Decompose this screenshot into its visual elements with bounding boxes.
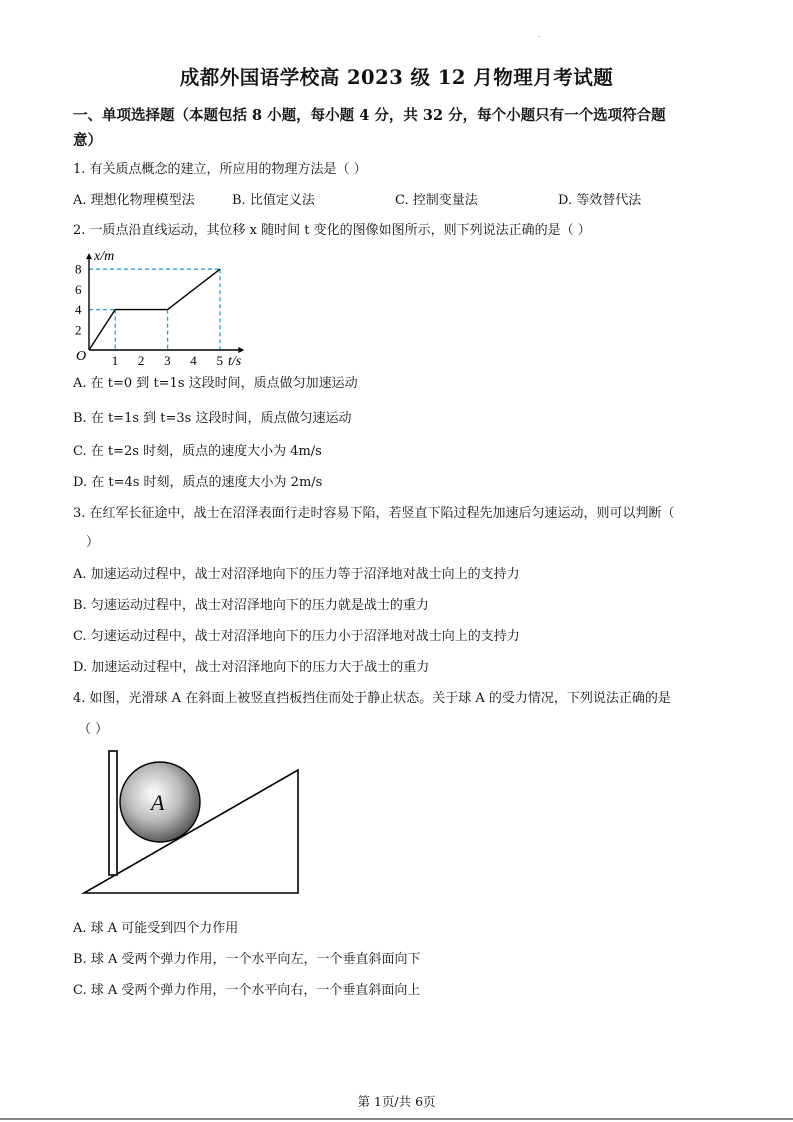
ball-a-label: A (151, 790, 165, 815)
series-line-0 (89, 269, 220, 350)
incline-ball-diagram (78, 748, 308, 898)
q1-option-b: B. 比值定义法 (232, 193, 315, 208)
page-footer: 第 1页/共 6页 (357, 1094, 436, 1109)
section-heading-line1: 一、单项选择题（本题包括 8 小题，每小题 4 分，共 32 分，每个小题只有一个选项符合题 (73, 107, 666, 124)
y-axis-label: x/m (94, 249, 115, 264)
question-4-stem-line2: （ ） (78, 722, 109, 737)
q3-option-d: D. 加速运动过程中，战士对沼泽地向下的压力大于战士的重力 (73, 660, 430, 675)
q4-option-b: B. 球 A 受两个弹力作用，一个水平向左，一个垂直斜面向下 (73, 952, 421, 967)
vertical-board (109, 751, 117, 875)
xt-graph (70, 242, 260, 368)
graph-axes (86, 253, 244, 353)
q2-option-c: C. 在 t=2s 时刻，质点的速度大小为 4m/s (73, 444, 322, 459)
q4-option-a: A. 球 A 可能受到四个力作用 (73, 921, 239, 936)
x-tick-label-2: 2 (137, 353, 145, 368)
section-heading-line2: 意） (73, 132, 102, 149)
bottom-border (0, 1118, 793, 1120)
graph-series (89, 269, 220, 350)
y-tick-label-6: 6 (75, 281, 82, 297)
x-tick-label-3: 3 (164, 353, 171, 368)
page-title: 成都外国语学校高 2023 级 12 月物理月考试题 (179, 66, 614, 89)
q2-option-b: B. 在 t=1s 到 t=3s 这段时间，质点做匀速运动 (73, 411, 352, 426)
origin-label: O (76, 349, 87, 364)
question-2-stem: 2. 一质点沿直线运动，其位移 x 随时间 t 变化的图像如图所示，则下列说法正确的是（ ） (73, 223, 591, 238)
question-1-stem: 1. 有关质点概念的建立，所应用的物理方法是（ ） (73, 162, 367, 177)
x-tick-label-1: 1 (111, 353, 119, 368)
x-axis-arrow (238, 347, 244, 353)
question-3-stem-line2: ） (86, 535, 100, 550)
x-tick-label-4: 4 (190, 353, 197, 368)
y-tick-label-2: 2 (75, 322, 82, 338)
q4-option-c: C. 球 A 受两个弹力作用，一个水平向右，一个垂直斜面向上 (73, 983, 421, 998)
y-tick-label-8: 8 (75, 261, 82, 277)
question-3-stem-line1: 3. 在红军长征途中，战士在沼泽表面行走时容易下陷，若竖直下陷过程先加速后匀速运动，则可以判断（ (73, 506, 675, 521)
q3-option-c: C. 匀速运动过程中，战士对沼泽地向下的压力小于沼泽地对战士向上的支持力 (73, 629, 520, 644)
q2-option-a: A. 在 t=0 到 t=1s 这段时间，质点做匀加速运动 (73, 376, 358, 391)
y-tick-label-4: 4 (75, 302, 82, 318)
y-axis-arrow (86, 253, 92, 259)
q3-option-b: B. 匀速运动过程中，战士对沼泽地向下的压力就是战士的重力 (73, 598, 429, 613)
q1-option-c: C. 控制变量法 (395, 193, 478, 208)
question-4-stem-line1: 4. 如图，光滑球 A 在斜面上被竖直挡板挡住而处于静止状态。关于球 A 的受力情况，下列说法正确的是 (73, 691, 671, 706)
q3-option-a: A. 加速运动过程中，战士对沼泽地向下的压力等于沼泽地对战士向上的支持力 (73, 567, 520, 582)
q1-option-a: A. 理想化物理模型法 (73, 193, 195, 208)
q1-option-d: D. 等效替代法 (558, 193, 642, 208)
page-mark: . (538, 30, 541, 39)
x-axis-label: t/s (228, 354, 242, 368)
q2-option-d: D. 在 t=4s 时刻，质点的速度大小为 2m/s (73, 475, 323, 490)
graph-ticks (75, 262, 223, 368)
x-tick-label-5: 5 (216, 353, 223, 368)
